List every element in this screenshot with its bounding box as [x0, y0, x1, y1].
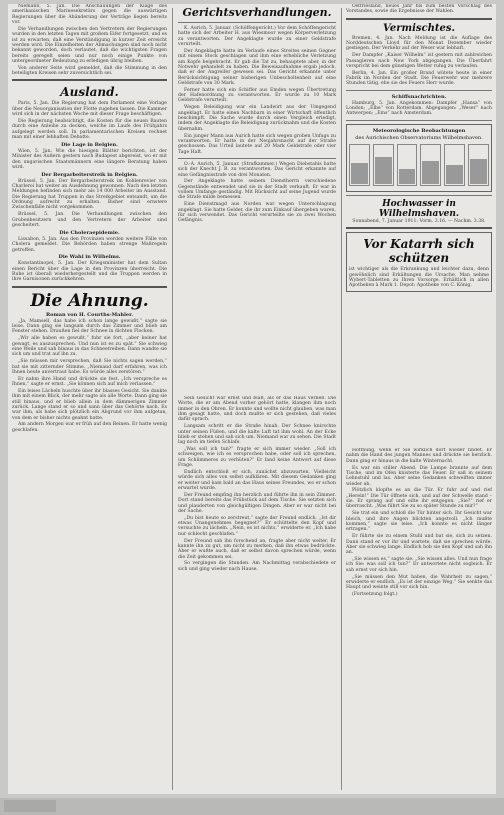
weather-subheading: des Aurichischen Observatoriums Wilhelmshaven.: [355, 134, 483, 141]
ahnung-text: „Ja, Mamsell, das habe ich schon lange gewußt,“ sagte sie leise. Dann ging sie langsam durch das Zimmer und blieb am Fenster stehen. Draußen fiel der Schnee in dichten Flocken. „Wir alle haben es gewußt,“ fuhr sie fort, „aber keiner hat gewagt, es auszusprechen. Und nun ist es zu spät.“ Sie schwieg eine Weile und sah hinaus in das Schneetreiben. Dann wandte sie sich um und trat auf ihn zu. „Sie müssen mir versprechen, daß Sie nichts sagen werden,“ bat sie mit zitternder Stimme. „Niemand darf erfahren, was ich Ihnen heute anvertraut habe. Es würde alles zerstören.“ Er nahm ihre Hand und drückte sie fest. „Ich verspreche es Ihnen,“ sagte er ernst. „Sie können sich auf mich verlassen.“ Ein leises Lächeln huschte über ihr blasses Gesicht. Sie dankte ihm mit einem Blick, der mehr sagte als alle Worte. Dann ging sie still hinaus, und er blieb allein in dem dämmerigen Zimmer zurück. Lange stand er so und sann über das Gehörte nach. Es war ihm, als habe sich plötzlich ein Abgrund vor ihm aufgetan, von dem er bisher nichts geahnt hatte. Am andern Morgen war er früh auf den Beinen. Er hatte wenig geschlafen.: [12, 318, 167, 433]
column-rule-1: [172, 8, 173, 790]
weather-box: [346, 124, 492, 192]
subheading-wahl: Die Wahl in Wilhelms.: [58, 254, 121, 261]
gerichts-paragraph-1: K. Aurich, 5. Januar. (Schöffengericht.) Vor dem Schöffengericht hatte sich der Arbeiter H. aus Wiesmoor wegen Körperverletzung zu verantworten. Der Angeklagte wurde zu einer Geldstrafe verurteilt.: [178, 26, 336, 48]
ausland-paragraph: Paris, 5. Jan. Die Regierung hat dem Parlament eine Vorlage über die Neuorganisation der Flotte zugehen lassen. Die Kammer wird sich in der nächsten Woche mit dieser Frage beschäftigen.: [12, 101, 167, 118]
column-rule-2: [341, 8, 342, 790]
weather-cell: [373, 144, 394, 186]
intro-paragraph: Niemann, 5. Jan. Die Anschauungen der Klage des amerikanischen Marinesekretärs gegen die auswärtigen Regierungen über die Abänderung der Verträge liegen bereits vor.: [12, 4, 167, 26]
right-lower-column: Hoffnung, wenn er Sie wirklich dort wieder findet. Er nahm die Hand des jungen Mannes und drückte sie herzlich. Dann ging er hinaus in die kalte Winternacht. Es war ein stiller Abend. Die Lampe brannte auf dem Tische, und im Ofen knisterte das Feuer. Er saß in seinem Lehnstuhl und las. Aber seine Gedanken schweiften immer wieder ab. Plötzlich klopfte es an die Tür. Er fuhr auf und rief „Herein!“ Die Tür öffnete sich, und auf der Schwelle stand – sie. Er sprang auf und eilte ihr entgegen. „Sie?“ rief er überrascht. „Was führt Sie zu so später Stunde zu mir?“ Sie trat ein und schloß die Tür hinter sich. Ihr Gesicht war bleich, und ihre Augen blickten angstvoll. „Ich mußte kommen,“ sagte sie leise. „Ich konnte es nicht länger ertragen.“ Er führte sie zu einem Stuhl und bat sie, sich zu setzen. Dann stand er vor ihr und wartete, daß sie sprechen würde. Aber sie schwieg lange. Endlich hob sie den Kopf und sah ihn an. „Sie wissen es,“ sagte sie. „Sie wissen alles. Und nun frage ich Sie: was soll ich tun?“ Er antwortete nicht sogleich. Er sah ernst vor sich hin. „Sie müssen den Mut haben, die Wahrheit zu sagen,“ erwiderte er endlich. „Es ist der einzige Weg.“ Sie senkte das Haupt und weinte still vor sich hin. (Fortsetzung folgt.): [346, 448, 492, 598]
subheading-belgien: Die Lage in Belgien.: [61, 141, 118, 148]
tide-heading: Hochwasser in Wilhelmshaven.: [378, 198, 460, 219]
advertisement-katarrh: [346, 232, 492, 291]
gerichts-paragraph-2: O.-A. Aurich, 5. Januar. (Strafkammer.) Wegen Diebstahls hatte sich der Knecht J. B. zu verantworten. Das Gericht erkannte auf eine Gefängnisstrafe von drei Monaten.: [178, 161, 336, 178]
weather-cell: [420, 144, 441, 186]
right-lower-paragraph: Hoffnung, wenn er Sie wirklich dort wieder findet. Er nahm die Hand des jungen Mannes und drückte sie herzlich. Dann ging er hinaus in die kalte Winternacht.: [346, 448, 492, 464]
left-intro-text: Niemann, 5. Jan. Die Anschauungen der Klage des amerikanischen Marinesekretärs gegen die auswärtigen Regierungen über die Abänderung der Verträge liegen bereits vor. Die Verhandlungen zwischen den Vertretern der Regierungen wurden in den letzten Tagen mit großem Eifer fortgesetzt, und es ist zu erwarten, daß eine Verständigung in kurzer Zeit erreicht werden wird. Die Einzelheiten der Abmachungen sind noch nicht bekannt geworden, doch verlautet, daß die wichtigsten Fragen bereits geregelt seien und nur noch einige Punkte von untergeordneter Bedeutung zu erledigen übrig bleiben. Von anderer Seite wird gemeldet, daß die Stimmung in den beteiligten Kreisen sehr zuversichtlich sei.: [12, 4, 167, 77]
weather-table: [349, 144, 489, 186]
ahnung-heading: Die Ahnung.: [30, 290, 149, 311]
scan-marker: [4, 800, 56, 812]
ausland-heading: Ausland.: [60, 85, 119, 100]
ausland-text: Paris, 5. Jan. Die Regierung hat dem Parlament eine Vorlage über die Neuorganisation der Flotte zugehen lassen. Die Kammer wird sich in der nächsten Woche mit dieser Frage beschäftigen. Die Regierung beabsichtigt, die Kosten für die neuen Bauten durch eine Anleihe zu decken, welche im Laufe des Frühjahrs aufgelegt werden soll. In parlamentarischen Kreisen rechnet man mit einer lebhaften Debatte.: [12, 101, 167, 141]
subheading-cholera: Die Choleraepidemie.: [59, 229, 120, 236]
ahnung-paragraph: „Ja, Mamsell, das habe ich schon lange gewußt,“ sagte sie leise. Dann ging sie langsam durch das Zimmer und blieb am Fenster stehen. Draußen fiel der Schnee in dichten Flocken.: [12, 318, 167, 335]
gerichts-heading: Gerichtsverhandlungen.: [182, 6, 332, 19]
weather-cell: [444, 144, 465, 186]
weather-cell: [468, 144, 489, 186]
left-column: Niemann, 5. Jan. Die Anschauungen der Klage des amerikanischen Marinesekretärs gegen die auswärtigen Regierungen über die Abänderung der Verträge liegen bereits vor. Die Verhandlungen zwischen den Vertretern der Regierungen wurden in den letzten Tagen mit großem Eifer fortgesetzt, und es ist zu erwarten, daß eine Verständigung in kurzer Zeit erreicht werden wird. Die Einzelheiten der Abmachungen sind noch nicht bekannt geworden, doch verlautet, daß die wichtigsten Fragen bereits geregelt seien und nur noch einige Punkte von untergeordneter Bedeutung zu erledigen übrig bleiben. Von anderer Seite wird gemeldet, daß die Stimmung in den beteiligten Kreisen sehr zuversichtlich sei. Ausland. Paris, 5. Jan. Die Regierung hat dem Parlament eine Vorlage über die Neuorganisation der Flotte zugehen lassen. Die Kammer wird sich in der nächsten Woche mit dieser Frage beschäftigen. Die Regierung beabsichtigt, die Kosten für die neuen Bauten durch eine Anleihe zu decken, welche im Laufe des Frühjahrs aufgelegt werden soll. In parlamentarischen Kreisen rechnet man mit einer lebhaften Debatte. Die Lage in Belgien. Wien, 5. Jan. Wie die hiesigen Blätter berichten, ist der Minister des Äußern gestern nach Budapest abgereist, wo er mit den ungarischen Staatsmännern eine längere Beratung haben wird. Der Bergarbeiterstreik in Belgien. Brüssel, 5. Jan. Der Bergarbeiterstreik im Kohlenrevier von Charleroi hat weiter an Ausdehnung gewonnen. Nach den letzten Meldungen befinden sich mehr als 14 000 Arbeiter im Ausstand. Die Regierung hat Truppen in das Streikgebiet entsandt, um die Ordnung aufrecht zu erhalten. Bisher sind ernstere Zwischenfälle nicht vorgekommen. Brüssel, 5. Jan. Die Verhandlungen zwischen den Grubenbesitzern und den Vertretern der Arbeiter sind gescheitert. Die Choleraepidemie. Lissabon, 5. Jan. Aus den Provinzen werden weitere Fälle von Cholera gemeldet. Die Behörden haben strenge Maßregeln getroffen. Die Wahl in Wilhelms. Konstantinopel, 5. Jan. Der Kriegsminister hat dem Sultan einen Bericht über die Lage in den Provinzen überreicht. Die Ruhe ist überall wiederhergestellt und die Truppen werden in ihre Garnisonen zurückkehren. Die Ahnung. Roman von H. Courths-Mahler. „Ja, Mamsell, das habe ich schon lange gewußt,“ sagte sie leise. Dann ging sie langsam durch das Zimmer und blieb am Fenster stehen. Draußen fiel der Schnee in dichten Flocken. „Wir alle haben es gewußt,“ fuhr sie fort, „aber keiner hat gewagt, es auszusprechen. Und nun ist es zu spät.“ Sie schwieg eine Weile und sah hinaus in das Schneetreiben. Dann wandte sie sich um und trat auf ihn zu. „Sie müssen mir versprechen, daß Sie nichts sagen werden,“ bat sie mit zitternder Stimme. „Niemand darf erfahren, was ich Ihnen heute anvertraut habe. Es würde alles zerstören.“ Er nahm ihre Hand und drückte sie fest. „Ich verspreche es Ihnen,“ sagte er ernst. „Sie können sich auf mich verlassen.“ Ein leises Lächeln huschte über ihr blasses Gesicht. Sie dankte ihm mit einem Blick, der mehr sagte als alle Worte. Dann ging sie still hinaus, und er blieb allein in dem dämmerigen Zimmer zurück. Lange stand er so und sann über das Gehörte nach. Es war ihm, als habe sich plötzlich ein Abgrund vor ihm aufgetan, von dem er bisher nichts geahnt hatte. Am andern Morgen war er früh auf den Beinen. Er hatte wenig geschlafen.: [12, 4, 167, 433]
weather-cell: [397, 144, 418, 186]
tide-text: Sonnabend, 7. Januar 1911: Vorm. 3.16. — Nachm. 3.38.: [352, 218, 486, 224]
right-column: Ostfriesland, neues Jahr bis zum besten Vorschlag des Vorstandes, sowie die Ergebnisse der Wahlen. Vermischtes. Bremen, 4. Jan. Nach Meldung ist die Auflage des Norddeutschen Lloyd für den Monat Dezember wieder gestiegen. Der Verkehr auf der Weser war lebhaft. Der Dampfer „Kaiser Wilhelm“ ist gestern mit zahlreichen Passagieren nach New York abgegangen. Die Überfahrt verspricht bei dem günstigen Wetter ruhig zu verlaufen. Berlin, 4. Jan. Ein großer Brand wütete heute in einer Fabrik im Norden der Stadt. Die Feuerwehr war mehrere Stunden tätig, ehe sie des Feuers Herr wurde. Schiffsnachrichten. Hamburg, 5. Jan. Angekommen: Dampfer „Hansa“ von London; „Elbe“ von Rotterdam. Abgegangen: „Weser“ nach Antwerpen; „Ems“ nach Amsterdam. Meteorologische Beobachtungen des Aurichischen Observatoriums Wilhelmshaven. Hochwasser in Wilhelmshaven. Sonnabend, 7. Januar 1911: Vorm. 3.16. — Nachm. 3.38. Vor Katarrh sich schützen ist wichtiger als die Erkrankung und leichter dazu, denn gewöhnlich sind Erkältungen die Ursache. Man nehme Wybert-Tabletten zu Ihren Vorsorge. Erhältlich in allen Apotheken à Mark 1. Depot: Apotheke von C. König.: [346, 4, 492, 444]
subheading-bergarbeiter: Der Bergarbeiterstreik in Belgien.: [41, 171, 138, 178]
weather-heading: Meteorologische Beobachtungen: [372, 127, 466, 134]
middle-column: Gerichtsverhandlungen. K. Aurich, 5. Januar. (Schöffengericht.) Vor dem Schöffengericht hatte sich der Arbeiter H. aus Wiesmoor wegen Körperverletzung zu verantworten. Der Angeklagte wurde zu einer Geldstrafe verurteilt. Der Angeklagte hatte im Verlaufe eines Streites seinen Gegner mit einem Stock geschlagen und ihm eine erhebliche Verletzung am Kopfe beigebracht. Er gab die Tat zu, behauptete aber, in der Notwehr gehandelt zu haben. Die Beweisaufnahme ergab jedoch, daß er der Angreifer gewesen sei. Das Gericht erkannte unter Berücksichtigung seiner bisherigen Unbescholtenheit auf eine Geldstrafe von 30 Mark. Ferner hatte sich ein Schiffer aus Emden wegen Übertretung der Hafenordnung zu verantworten. Er wurde zu 10 Mark Geldstrafe verurteilt. Wegen Beleidigung war ein Landwirt aus der Umgegend angeklagt. Er hatte einen Nachbarn in einer Wirtschaft öffentlich beschimpft. Die Sache wurde durch einen Vergleich erledigt, indem der Angeklagte die Beleidigung zurücknahm und die Kosten übernahm. Ein junger Mann aus Aurich hatte sich wegen groben Unfugs zu verantworten. Er hatte in der Neujahrsnacht auf der Straße geschossen. Das Urteil lautete auf 20 Mark Geldstrafe oder vier Tage Haft. O.-A. Aurich, 5. Januar. (Strafkammer.) Wegen Diebstahls hatte sich der Knecht J. B. zu verantworten. Das Gericht erkannte auf eine Gefängnisstrafe von drei Monaten. Der Angeklagte hatte seinem Dienstherrn verschiedene Gegenstände entwendet und sie in der Stadt verkauft. Er war in vollem Umfange geständig. Mit Rücksicht auf seine Jugend wurde die Strafe milde bemessen. Eine Dienstmagd aus Norden war wegen Unterschlagung angeklagt. Sie hatte Gelder, die ihr zum Einkauf übergeben waren, für sich verwendet. Das Gericht verurteilte sie zu zwei Wochen Gefängnis.: [178, 6, 336, 224]
market-heading: Schiffsnachrichten.: [391, 93, 447, 100]
newspaper-page: [8, 4, 496, 794]
vermischtes-paragraph: Bremen, 4. Jan. Nach Meldung ist die Auflage des Norddeutschen Lloyd für den Monat Dezember wieder gestiegen. Der Verkehr auf der Weser war lebhaft.: [346, 35, 492, 52]
ahnung-author: Roman von H. Courths-Mahler.: [45, 311, 134, 318]
weather-cell: [349, 144, 370, 186]
vermischtes-heading: Vermischtes.: [383, 22, 455, 34]
scan-bottom-bar: [0, 798, 504, 815]
ad-title: Vor Katarrh sich schützen: [363, 237, 475, 266]
ad-text: ist wichtiger als die Erkrankung und leichter dazu, denn gewöhnlich sind Erkältungen die Ursache. Man nehme Wybert-Tabletten zu Ihren Vorsorge. Erhältlich in allen Apotheken à Mark 1. Depot: Apotheke von C. König.: [349, 267, 489, 289]
right-intro: Ostfriesland, neues Jahr bis zum besten Vorschlag des Vorstandes, sowie die Ergebnisse der Wahlen.: [346, 4, 492, 15]
middle-lower-column: Sein Gesicht war ernst und blaß, als er das Haus verließ. Die Worte, die er am Abend vorher gehört hatte, klangen ihm noch immer in den Ohren. Er konnte und wollte nicht glauben, was man ihm gesagt hatte, und doch mußte er sich gestehen, daß vieles dafür sprach. Langsam schritt er die Straße hinab. Der Schnee knirschte unter seinen Füßen, und die kalte Luft tat ihm wohl. An der Ecke blieb er stehen und sah sich um. Niemand war zu sehen. Die Stadt lag noch im tiefen Schlafe. „Was soll ich tun?“ fragte er sich immer wieder. „Soll ich schweigen, wie ich es versprochen habe, oder soll ich sprechen, um Schlimmeres zu verhüten?“ Er fand keine Antwort auf diese Frage. Endlich entschloß er sich, zunächst abzuwarten. Vielleicht würde sich alles von selbst aufklären. Mit diesem Gedanken ging er weiter und kam bald an das Haus seines Freundes, wo er schon erwartet wurde. Der Freund empfing ihn herzlich und führte ihn in sein Zimmer. Dort stand bereits das Frühstück auf dem Tische. Sie setzten sich und plauderten von gleichgültigen Dingen. Aber er war nicht bei der Sache. „Du bist heute so zerstreut,“ sagte der Freund endlich. „Ist dir etwas Unangenehmes begegnet?“ Er schüttelte den Kopf und versuchte zu lächeln. „Nein, es ist nichts,“ erwiderte er. „Ich habe nur schlecht geschlafen.“ Der Freund sah ihn forschend an, fragte aber nicht weiter. Er kannte ihn zu gut, um nicht zu merken, daß ihn etwas bedrückte. Aber er wußte auch, daß er selbst davon sprechen würde, wenn die Zeit gekommen sei. So vergingen die Stunden. Am Nachmittag verabschiedete er sich und ging wieder nach Hause.: [178, 396, 336, 572]
